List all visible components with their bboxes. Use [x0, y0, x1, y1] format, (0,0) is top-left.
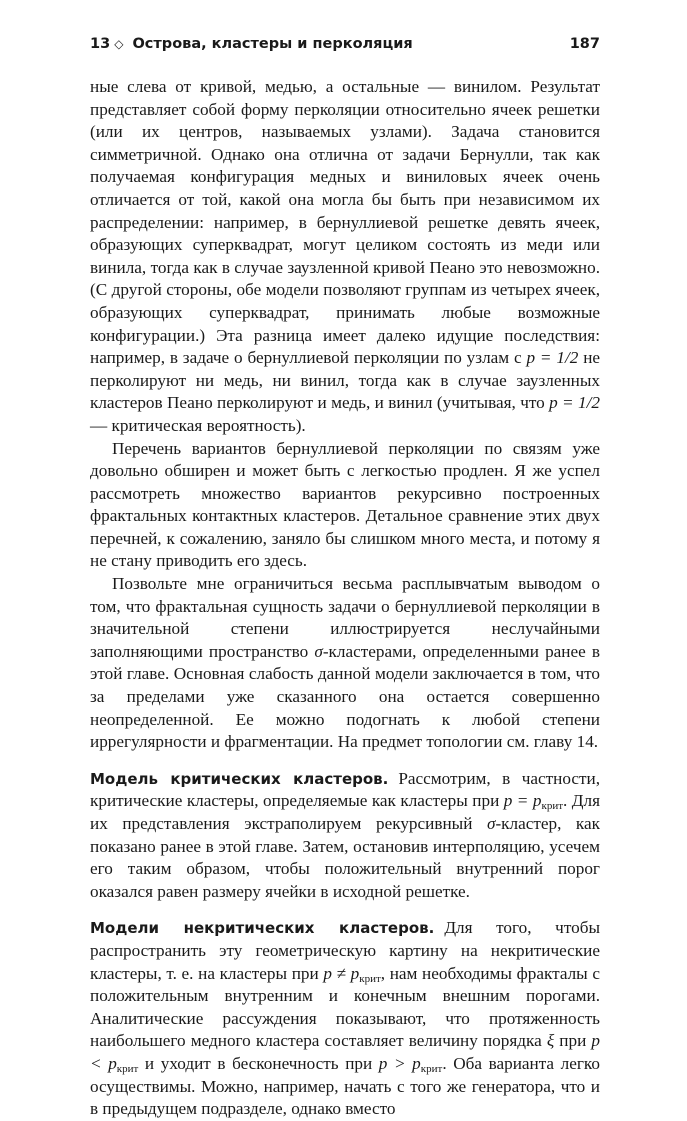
text-run: Рассмотрим, в частности, критические кластеры, определяемые как кластеры при	[90, 768, 600, 811]
math-expression: p = p	[503, 791, 542, 811]
text-run: Позвольте мне ограничиться весьма расплывчатым выводом о том, что фрактальная сущность задачи о бернуллиевой перколяции в значительной степени иллюстрируется неслучайными заполняющими пространство	[90, 574, 600, 661]
math-expression: ξ	[546, 1031, 555, 1051]
math-subscript: крит	[541, 800, 564, 813]
text-run: , нам необходимы фракталы с положительным внутренним и конечным внешним порогами. Аналитические рассуждения показывают, что протяженность наибольшего медного кластера составляет величину порядка	[90, 963, 600, 1051]
math-subscript: крит	[359, 972, 381, 985]
diamond-icon: ◇	[114, 37, 124, 51]
math-expression: p ≠ p	[323, 963, 360, 983]
running-head-chapter	[90, 36, 417, 52]
chapter-number: 13	[90, 36, 111, 52]
section-heading-noncritical: Модели некритических кластеров.	[90, 919, 435, 938]
math-expression: p < p	[90, 1031, 600, 1073]
text-run: -кластер, как показано ранее в этой главе. Затем, остановив интерполяцию, усечем его таким образом, чтобы положительный внутренний порог оказался равен размеру ячейки в исходной решетке.	[90, 814, 600, 901]
math-subscript: крит	[420, 1062, 443, 1075]
math-expression: p > p	[378, 1053, 421, 1073]
chapter-title: Острова, кластеры и перколяция	[132, 36, 413, 52]
section-heading-critical: Модель критических кластеров.	[90, 769, 389, 788]
text-run: ные слева от кривой, медью, а остальные — винилом. Результат представляет собой форму перколяции относительно ячеек решетки (или их центров, называемых узлами). Задача становится симметричной. Однако она отлична от задачи Бернулли, так как получаемая конфигурация медных и виниловых ячеек очень отличается от той, какой она могла бы быть при независимом их распределении: например, в бернуллиевой решетке девять ячеек, образующих суперквадрат, могут целиком состоять из меди или винила, тогда как в случае заузленной кривой Пеано это невозможно. (С другой стороны, обе модели позволяют группам из четырех ячеек, образующих суперквадрат, принимать любые возможные конфигурации.) Эта разница имеет далеко идущие последствия: например, в задаче о бернуллиевой перколяции по узлам с	[90, 77, 600, 368]
text-run: — критическая вероятность).	[90, 415, 306, 435]
text-run: Для того, чтобы распространить эту геометрическую картину на некритические кластеры, т. е. на кластеры при	[90, 918, 600, 983]
math-subscript: крит	[116, 1062, 139, 1075]
text-run: и уходит в бесконечность при	[138, 1053, 379, 1073]
math-expression: p = 1/2	[549, 393, 600, 413]
text-run: при	[554, 1031, 592, 1051]
math-expression: σ	[314, 641, 323, 661]
math-expression: p = 1/2	[526, 348, 579, 368]
page-number: 187	[569, 36, 600, 52]
text-run: не перколируют ни медь, ни винил, тогда как в случае заузленных кластеров Пеано перколируют и медь, и винил (учитывая, что	[90, 348, 601, 413]
text-run: . Оба варианта легко осуществимы. Можно, например, начать с того же генератора, что и в предыдущем подразделе, однако вместо	[90, 1053, 600, 1119]
paragraph-1	[90, 76, 600, 438]
text-run: -кластерами, определенными ранее в этой главе. Основная слабость данной модели заключается в том, что за пределами уже сказанного она остается совершенно неопределенной. Ее можно подогнать к любой степени иррегулярности и фрагментации. На предмет топологии см. главу 14.	[90, 641, 600, 752]
paragraph-noncritical-clusters	[90, 917, 600, 1120]
body-text	[90, 76, 600, 1121]
paragraph-3	[90, 573, 600, 754]
paragraph-2: Перечень вариантов бернуллиевой перколяции по связям уже довольно обширен и может быть с легкостью продлен. Я же успел рассмотреть множество вариантов рекурсивно построенных фрактальных контактных кластеров. Детальное сравнение этих двух перечней, к сожалению, заняло бы слишком много места, и потому я не стану приводить его здесь.	[90, 438, 600, 571]
text-run: . Для их представления экстраполируем рекурсивный	[90, 791, 600, 833]
paragraph-critical-clusters	[90, 768, 600, 904]
math-expression: σ	[486, 814, 496, 833]
running-head	[90, 36, 600, 58]
